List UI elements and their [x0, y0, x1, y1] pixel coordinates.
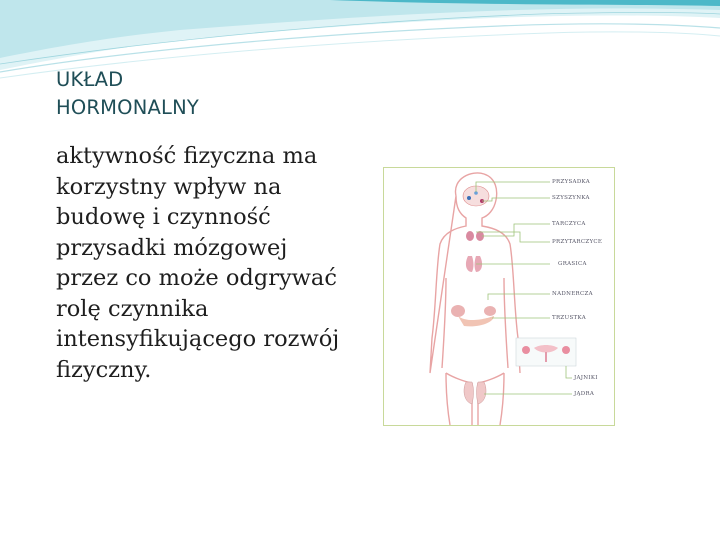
- label-testes: JĄDRA: [574, 391, 595, 397]
- slide-title: [56, 66, 356, 122]
- label-ovaries: JAJNIKI: [574, 375, 598, 381]
- thyroid-icon: [466, 231, 484, 241]
- label-pancreas: TRZUSTKA: [552, 315, 586, 321]
- label-pituitary: PRZYSADKA: [552, 179, 591, 185]
- slide-title-line-2: HORMONALNY: [56, 96, 200, 119]
- label-thymus: GRASICA: [558, 261, 587, 267]
- label-thyroid: TARCZYCA: [552, 221, 586, 227]
- testes-icon: [464, 382, 486, 404]
- label-pineal: SZYSZYNKA: [552, 195, 590, 201]
- label-parathyroid: PRZYTARCZYCE: [552, 239, 603, 245]
- endocrine-system-figure: [383, 167, 615, 426]
- pancreas-icon: [451, 305, 496, 326]
- slide-body-text: aktywność fizyczna ma korzystny wpływ na budowę i czynność przysadki mózgowej przez co może odgrywać rolę czynnika intensyfikującego rozwój fizyczny.: [56, 143, 340, 383]
- slide-title-line-1: UKŁAD: [56, 68, 124, 91]
- label-adrenal: NADNERCZA: [552, 291, 593, 297]
- ovaries-inset-icon: [516, 338, 576, 366]
